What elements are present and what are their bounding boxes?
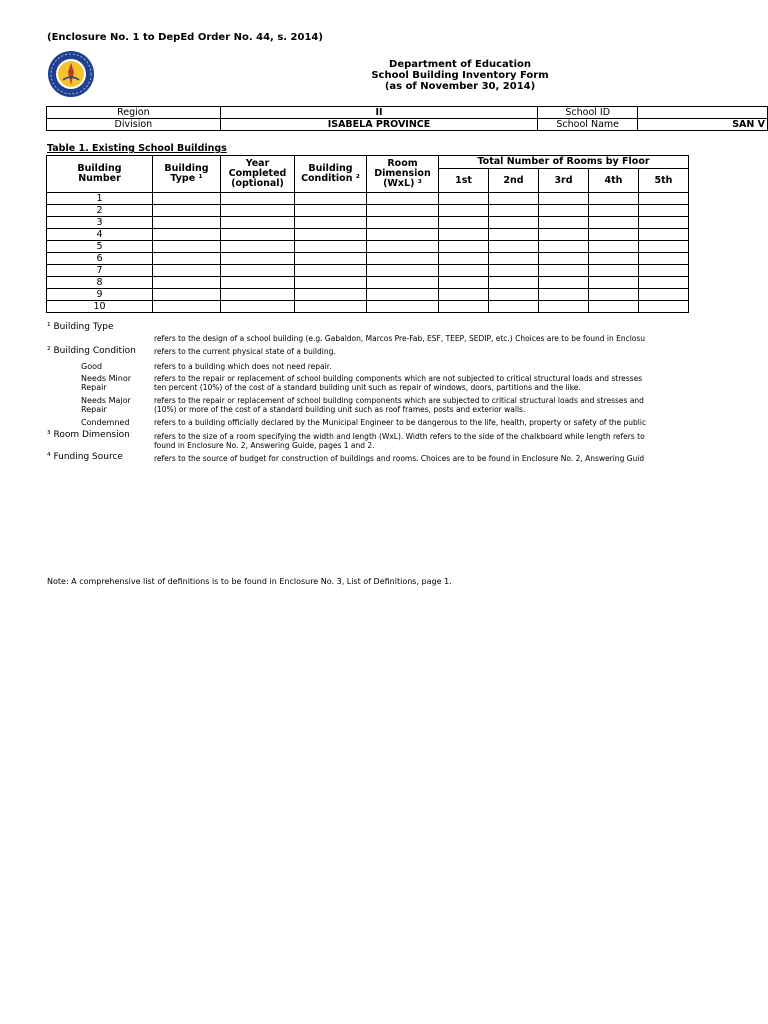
definitions-note: Note: A comprehensive list of definitions is to be found in Enclosure No. 3, List of Definitions, page 1.: [47, 577, 452, 586]
table-row: [47, 229, 689, 241]
fn-condemned-label: Condemned: [81, 418, 130, 427]
building-number-cell: 10: [47, 301, 153, 313]
entry-cell[interactable]: [153, 277, 221, 289]
entry-cell[interactable]: [221, 205, 295, 217]
entry-cell[interactable]: [295, 301, 367, 313]
fn-condition-label: ² Building Condition: [47, 346, 136, 356]
enclosure-reference: (Enclosure No. 1 to DepEd Order No. 44, s. 2014): [47, 32, 323, 43]
fn-condemned-desc: refers to a building officially declared by the Municipal Engineer to be dangerous to the life, health, property or safety of the public: [154, 418, 647, 427]
entry-cell[interactable]: [221, 241, 295, 253]
entry-cell[interactable]: [539, 229, 589, 241]
entry-cell[interactable]: [439, 265, 489, 277]
entry-cell[interactable]: [153, 289, 221, 301]
entry-cell[interactable]: [639, 217, 689, 229]
fn-dimension-desc-2: found in Enclosure No. 2, Answering Guide, pages 1 and 2.: [154, 441, 375, 450]
entry-cell[interactable]: [589, 193, 639, 205]
fn-minor-desc-1: refers to the repair or replacement of school building components which are not subjected to critical structural loads and stresses: [154, 374, 643, 383]
fn-minor-label-2: Repair: [81, 383, 107, 392]
col-floor-5th: 5th: [639, 169, 689, 193]
entry-cell[interactable]: [439, 277, 489, 289]
school-name-label: School Name: [538, 119, 638, 131]
fn-major-label-1: Needs Major: [81, 396, 131, 405]
entry-cell[interactable]: [589, 217, 639, 229]
fn-condition-desc: refers to the current physical state of a building.: [154, 347, 336, 356]
col-building-type: Building Type ¹: [153, 156, 221, 193]
col-floor-4th: 4th: [589, 169, 639, 193]
table-row: [47, 253, 689, 265]
header-as-of-date: (as of November 30, 2014): [384, 81, 536, 92]
entry-cell[interactable]: [639, 301, 689, 313]
entry-cell[interactable]: [221, 289, 295, 301]
entry-cell[interactable]: [367, 289, 439, 301]
entry-cell[interactable]: [639, 241, 689, 253]
building-number-cell: 4: [47, 229, 153, 241]
school-info-table: [46, 106, 768, 131]
table-row: [47, 217, 689, 229]
entry-cell[interactable]: [489, 241, 539, 253]
entry-cell[interactable]: [439, 289, 489, 301]
entry-cell[interactable]: [489, 277, 539, 289]
entry-cell[interactable]: [539, 205, 589, 217]
building-number-cell: 8: [47, 277, 153, 289]
entry-cell[interactable]: [589, 229, 639, 241]
entry-cell[interactable]: [439, 217, 489, 229]
entry-cell[interactable]: [295, 265, 367, 277]
entry-cell[interactable]: [639, 277, 689, 289]
school-id-value[interactable]: [638, 107, 768, 119]
entry-cell[interactable]: [153, 229, 221, 241]
entry-cell[interactable]: [221, 217, 295, 229]
header-department: Department of Education: [389, 59, 531, 70]
fn-minor-label-1: Needs Minor: [81, 374, 131, 383]
col-floor-2nd: 2nd: [489, 169, 539, 193]
entry-cell[interactable]: [539, 301, 589, 313]
col-building-condition: Building Condition ²: [295, 156, 367, 193]
entry-cell[interactable]: [439, 241, 489, 253]
entry-cell[interactable]: [639, 265, 689, 277]
entry-cell[interactable]: [295, 193, 367, 205]
entry-cell[interactable]: [489, 229, 539, 241]
entry-cell[interactable]: [539, 265, 589, 277]
entry-cell[interactable]: [439, 301, 489, 313]
entry-cell[interactable]: [489, 205, 539, 217]
existing-buildings-table: [46, 155, 689, 313]
entry-cell[interactable]: [295, 217, 367, 229]
entry-cell[interactable]: [639, 205, 689, 217]
col-room-dimension: Room Dimension (WxL) ³: [367, 156, 439, 193]
col-building-number: Building Number: [47, 156, 153, 193]
col-year-completed: Year Completed (optional): [221, 156, 295, 193]
entry-cell[interactable]: [221, 277, 295, 289]
entry-cell[interactable]: [221, 301, 295, 313]
school-name-value[interactable]: SAN V: [638, 119, 768, 131]
entry-cell[interactable]: [539, 241, 589, 253]
table-row: [47, 277, 689, 289]
building-number-cell: 9: [47, 289, 153, 301]
building-number-cell: 5: [47, 241, 153, 253]
entry-cell[interactable]: [295, 229, 367, 241]
col-floor-1st: 1st: [439, 169, 489, 193]
entry-cell[interactable]: [439, 205, 489, 217]
entry-cell[interactable]: [589, 265, 639, 277]
entry-cell[interactable]: [539, 289, 589, 301]
entry-cell[interactable]: [589, 289, 639, 301]
entry-cell[interactable]: [589, 253, 639, 265]
entry-cell[interactable]: [295, 289, 367, 301]
entry-cell[interactable]: [153, 253, 221, 265]
entry-cell[interactable]: [367, 253, 439, 265]
entry-cell[interactable]: [639, 289, 689, 301]
entry-cell[interactable]: [367, 241, 439, 253]
entry-cell[interactable]: [153, 265, 221, 277]
building-number-cell: 6: [47, 253, 153, 265]
entry-cell[interactable]: [221, 229, 295, 241]
fn-funding-label: ⁴ Funding Source: [47, 452, 123, 462]
fn-minor-desc-2: ten percent (10%) of the cost of a standard building unit such as repair of windows, doors, partitions and the like.: [154, 383, 581, 392]
entry-cell[interactable]: [367, 217, 439, 229]
header-form-title: School Building Inventory Form: [371, 70, 549, 81]
entry-cell[interactable]: [295, 277, 367, 289]
entry-cell[interactable]: [489, 301, 539, 313]
entry-cell[interactable]: [489, 217, 539, 229]
entry-cell[interactable]: [639, 253, 689, 265]
entry-cell[interactable]: [589, 205, 639, 217]
region-label: Region: [47, 107, 221, 119]
col-floor-3rd: 3rd: [539, 169, 589, 193]
entry-cell[interactable]: [367, 265, 439, 277]
entry-cell[interactable]: [539, 277, 589, 289]
region-value[interactable]: II: [220, 107, 538, 119]
entry-cell[interactable]: [439, 229, 489, 241]
division-value[interactable]: ISABELA PROVINCE: [220, 119, 538, 131]
fn-major-label-2: Repair: [81, 405, 107, 414]
table-row: [47, 193, 689, 205]
entry-cell[interactable]: [221, 265, 295, 277]
entry-cell[interactable]: [539, 193, 589, 205]
entry-cell[interactable]: [489, 193, 539, 205]
entry-cell[interactable]: [295, 253, 367, 265]
entry-cell[interactable]: [439, 193, 489, 205]
entry-cell[interactable]: [367, 277, 439, 289]
building-number-cell: 1: [47, 193, 153, 205]
table-row: [47, 265, 689, 277]
entry-cell[interactable]: [367, 229, 439, 241]
building-number-cell: 7: [47, 265, 153, 277]
entry-cell[interactable]: [589, 277, 639, 289]
entry-cell[interactable]: [539, 217, 589, 229]
entry-cell[interactable]: [153, 241, 221, 253]
school-id-label: School ID: [538, 107, 638, 119]
entry-cell[interactable]: [153, 193, 221, 205]
table-row: [47, 301, 689, 313]
entry-cell[interactable]: [367, 301, 439, 313]
entry-cell[interactable]: [639, 193, 689, 205]
table-row: [47, 289, 689, 301]
fn-building-type-desc: refers to the design of a school building (e.g. Gabaldon, Marcos Pre-Fab, ESF, TEEP, SEDIP, etc.) Choices are to be found in Enclosu: [154, 334, 646, 343]
entry-cell[interactable]: [153, 217, 221, 229]
entry-cell[interactable]: [221, 193, 295, 205]
entry-cell[interactable]: [439, 253, 489, 265]
entry-cell[interactable]: [367, 193, 439, 205]
deped-seal-logo: [47, 50, 95, 98]
fn-major-desc-2: (10%) or more of the cost of a standard building unit such as roof frames, posts and exterior walls.: [154, 405, 526, 414]
entry-cell[interactable]: [639, 229, 689, 241]
building-number-cell: 3: [47, 217, 153, 229]
col-rooms-by-floor: Total Number of Rooms by Floor: [439, 156, 689, 169]
fn-good-desc: refers to a building which does not need repair.: [154, 362, 332, 371]
entry-cell[interactable]: [153, 301, 221, 313]
division-label: Division: [47, 119, 221, 131]
entry-cell[interactable]: [489, 253, 539, 265]
entry-cell[interactable]: [221, 253, 295, 265]
building-number-cell: 2: [47, 205, 153, 217]
entry-cell[interactable]: [153, 205, 221, 217]
fn-funding-desc: refers to the source of budget for construction of buildings and rooms. Choices are to be found in Enclosure No. 2, Answering Guid: [154, 454, 645, 463]
entry-cell[interactable]: [489, 265, 539, 277]
table-row: [47, 241, 689, 253]
fn-building-type-label: ¹ Building Type: [47, 322, 114, 332]
table-row: [47, 205, 689, 217]
entry-cell[interactable]: [295, 205, 367, 217]
fn-good-label: Good: [81, 362, 103, 371]
table-title: Table 1. Existing School Buildings: [47, 143, 227, 154]
fn-major-desc-1: refers to the repair or replacement of school building components which are subjected to critical structural loads and stresses and: [154, 396, 644, 405]
entry-cell[interactable]: [589, 241, 639, 253]
entry-cell[interactable]: [489, 289, 539, 301]
entry-cell[interactable]: [539, 253, 589, 265]
entry-cell[interactable]: [295, 241, 367, 253]
fn-dimension-desc-1: refers to the size of a room specifying the width and length (WxL). Width refers to the side of the chalkboard while length refers to: [154, 432, 645, 441]
entry-cell[interactable]: [589, 301, 639, 313]
entry-cell[interactable]: [367, 205, 439, 217]
fn-dimension-label: ³ Room Dimension: [47, 430, 130, 440]
